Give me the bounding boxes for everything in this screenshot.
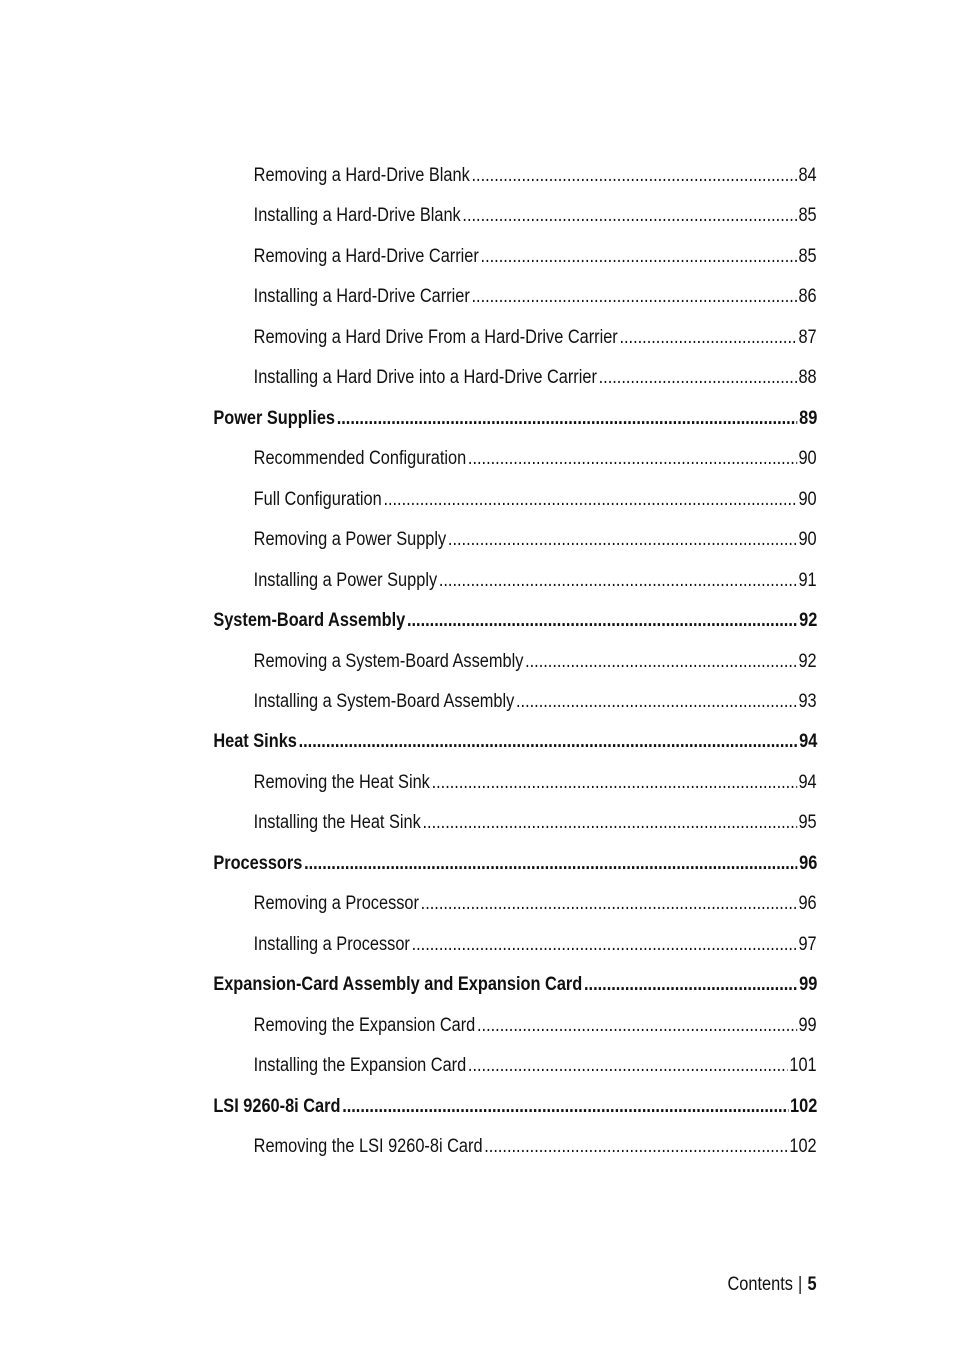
toc-dot-leader [468, 446, 797, 472]
toc-section-entry [213, 972, 817, 998]
footer-label: Contents [727, 1274, 794, 1295]
toc-subsection-entry [254, 244, 817, 270]
toc-entry-page-number: 92 [798, 610, 817, 632]
toc-dot-leader [477, 1013, 797, 1039]
toc-entry-title: Power Supplies [213, 407, 335, 429]
toc-entry-title: Processors [213, 852, 303, 874]
toc-entry-page-number: 84 [798, 165, 817, 186]
toc-dot-leader [407, 608, 797, 634]
toc-subsection-entry [254, 203, 817, 229]
toc-entry-page-number: 101 [789, 1055, 817, 1077]
toc-entry-page-number: 102 [789, 1136, 817, 1158]
toc-section-entry [213, 406, 817, 432]
toc-subsection-entry [254, 810, 817, 836]
toc-entry-title: Full Configuration [254, 488, 383, 510]
toc-entry-page-number: 86 [798, 286, 817, 308]
toc-subsection-entry [254, 932, 817, 958]
toc-dot-leader [472, 163, 797, 189]
toc-subsection-entry [254, 487, 817, 513]
toc-entry-title: Removing a Hard-Drive Blank [254, 165, 471, 186]
toc-entry-page-number: 102 [789, 1095, 817, 1117]
toc-dot-leader [342, 1094, 788, 1120]
toc-dot-leader [432, 770, 797, 796]
toc-entry-page-number: 96 [798, 893, 817, 915]
toc-entry-page-number: 94 [798, 731, 817, 753]
toc-entry-title: Installing the Expansion Card [254, 1055, 467, 1077]
toc-entry-title: Removing the LSI 9260-8i Card [254, 1136, 483, 1158]
toc-entry-page-number: 95 [798, 812, 817, 834]
toc-dot-leader [463, 203, 797, 229]
toc-entry-title: LSI 9260-8i Card [213, 1095, 341, 1117]
toc-dot-leader [448, 527, 797, 553]
toc-entry-title: Installing a Hard Drive into a Hard-Drive Carrier [254, 367, 598, 389]
toc-dot-leader [525, 649, 797, 675]
toc-entry-title: Removing a Hard-Drive Carrier [254, 245, 480, 267]
toc-entry-page-number: 85 [798, 205, 817, 227]
toc-entry-title: Expansion-Card Assembly and Expansion Card [213, 974, 582, 996]
toc-entry-page-number: 96 [798, 852, 817, 874]
toc-entry-page-number: 85 [798, 245, 817, 267]
footer-separator: | [798, 1274, 803, 1295]
toc-subsection-entry [254, 325, 817, 351]
toc-entry-title: Heat Sinks [213, 731, 297, 753]
toc-entry-page-number: 93 [798, 690, 817, 712]
toc-entry-page-number: 99 [798, 1014, 817, 1036]
toc-section-entry [213, 608, 817, 634]
toc-subsection-entry [254, 649, 817, 675]
toc-entry-page-number: 92 [798, 650, 817, 672]
toc-dot-leader [472, 284, 797, 310]
toc-dot-leader [468, 1053, 788, 1079]
toc-entry-page-number: 91 [798, 569, 817, 591]
toc-entry-title: Removing the Expansion Card [254, 1014, 476, 1036]
toc-entry-title: Installing a Power Supply [254, 569, 438, 591]
toc-entry-title: Installing a Hard-Drive Blank [254, 205, 462, 227]
toc-dot-leader [516, 689, 797, 715]
toc-entry-page-number: 87 [798, 326, 817, 348]
toc-dot-leader [584, 972, 797, 998]
toc-dot-leader [423, 810, 797, 836]
toc-entry-title: Installing the Heat Sink [254, 812, 422, 834]
toc-entry-title: System-Board Assembly [213, 610, 405, 632]
toc-dot-leader [336, 406, 797, 432]
toc-entry-page-number: 90 [798, 529, 817, 551]
toc-entry-title: Installing a System-Board Assembly [254, 690, 515, 712]
toc-dot-leader [412, 932, 797, 958]
toc-entry-page-number: 99 [798, 974, 817, 996]
toc-dot-leader [439, 568, 797, 594]
toc-dot-leader [421, 891, 797, 917]
toc-section-entry [213, 1094, 817, 1120]
toc-subsection-entry [254, 689, 817, 715]
toc-subsection-entry [254, 568, 817, 594]
toc-entry-title: Installing a Processor [254, 933, 411, 955]
toc-entry-title: Removing a Power Supply [254, 529, 447, 551]
toc-entry-page-number: 97 [798, 933, 817, 955]
toc-subsection-entry [254, 365, 817, 391]
toc-entry-page-number: 94 [798, 771, 817, 793]
toc-entry-title: Removing a System-Board Assembly [254, 650, 524, 672]
toc-subsection-entry [254, 891, 817, 917]
toc-subsection-entry [254, 284, 817, 310]
toc-entry-page-number: 89 [798, 407, 817, 429]
toc-entry-title: Recommended Configuration [254, 448, 467, 470]
toc-entry-title: Installing a Hard-Drive Carrier [254, 286, 471, 308]
toc-entry-page-number: 90 [798, 448, 817, 470]
toc-dot-leader [298, 729, 797, 755]
toc-entry-page-number: 88 [798, 367, 817, 389]
toc-section-entry [213, 851, 817, 877]
toc-section-entry [213, 729, 817, 755]
toc-dot-leader [599, 365, 797, 391]
toc-subsection-entry [254, 1013, 817, 1039]
toc-subsection-entry [254, 446, 817, 472]
toc-entry-title: Removing a Hard Drive From a Hard-Drive Carrier [254, 326, 619, 348]
toc-subsection-entry [254, 527, 817, 553]
toc-subsection-entry [254, 163, 817, 189]
toc-dot-leader [384, 487, 797, 513]
footer-page-number: 5 [807, 1274, 817, 1295]
toc-entry-title: Removing a Processor [254, 893, 420, 915]
toc-entry-title: Removing the Heat Sink [254, 771, 431, 793]
toc-dot-leader [485, 1134, 788, 1160]
toc-subsection-entry [254, 1134, 817, 1160]
toc-subsection-entry [254, 1053, 817, 1079]
toc-entry-page-number: 90 [798, 488, 817, 510]
toc-subsection-entry [254, 770, 817, 796]
toc-dot-leader [620, 325, 797, 351]
page-footer [728, 1272, 817, 1298]
toc-dot-leader [304, 851, 797, 877]
toc-dot-leader [481, 244, 797, 270]
